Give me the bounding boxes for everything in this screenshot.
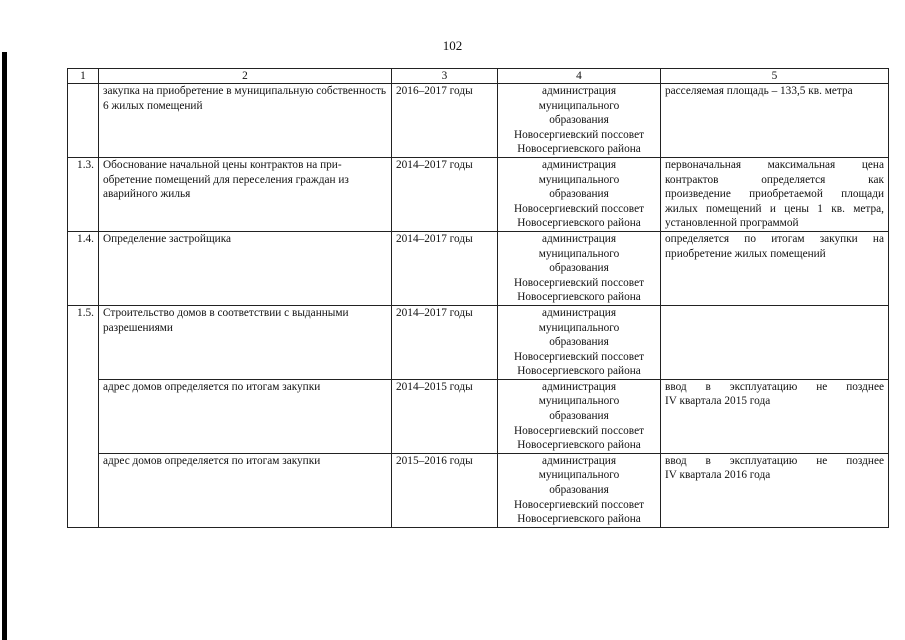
row-number: 1.3. [68, 157, 99, 231]
result-line: ввод в эксплуатацию не позднее [665, 454, 884, 467]
page-number: 102 [442, 38, 463, 53]
period-cell: 2014–2017 годы [392, 157, 498, 231]
result-line: IV квартала 2015 года [665, 395, 771, 408]
header-col-1: 1 [68, 69, 99, 84]
executor-cell: администрация муниципального образования Новосергиевский поссовет Новосергиевского района [498, 379, 661, 453]
result-line: первоначальная максимальная цена [665, 158, 884, 171]
row-number: 1.4. [68, 231, 99, 305]
period-cell: 2016–2017 годы [392, 84, 498, 158]
header-col-2: 2 [99, 69, 392, 84]
result-cell [661, 231, 889, 305]
result-cell [661, 453, 889, 527]
result-line: жилых помещений и цены 1 кв. метра, [665, 202, 884, 215]
result-cell [661, 84, 889, 158]
row-number: 1.5. [68, 305, 99, 379]
table-row [68, 453, 889, 527]
executor-cell: администрация муниципального образования Новосергиевский поссовет Новосергиевского района [498, 305, 661, 379]
result-line: определяется по итогам закупки на [665, 232, 884, 245]
activity-cell: адрес домов определяется по итогам закупки [99, 453, 392, 527]
result-cell [661, 379, 889, 453]
period-cell: 2014–2017 годы [392, 305, 498, 379]
result-line: IV квартала 2016 года [665, 469, 771, 482]
result-line: расселяемая площадь – 133,5 кв. метра [665, 85, 853, 97]
header-col-3: 3 [392, 69, 498, 84]
executor-cell: администрация муниципального образования Новосергиевский поссовет Новосергиевского района [498, 231, 661, 305]
table-row [68, 305, 889, 379]
program-activities-table [67, 68, 889, 528]
activity-cell: закупка на приобретение в муниципальную собственность 6 жилых помещений [99, 84, 392, 158]
table-row [68, 379, 889, 453]
period-cell: 2014–2015 годы [392, 379, 498, 453]
result-cell [661, 157, 889, 231]
result-line: приобретение жилых помещений [665, 247, 826, 260]
scan-edge-bar [2, 52, 7, 640]
header-col-4: 4 [498, 69, 661, 84]
header-col-5: 5 [661, 69, 889, 84]
result-line: контрактов определяется как [665, 173, 884, 186]
executor-cell: администрация муниципального образования Новосергиевский поссовет Новосергиевского района [498, 84, 661, 158]
table-row [68, 231, 889, 305]
result-line: ввод в эксплуатацию не позднее [665, 380, 884, 393]
activity-cell: адрес домов определяется по итогам закупки [99, 379, 392, 453]
row-number [68, 379, 99, 453]
executor-cell: администрация муниципального образования Новосергиевский поссовет Новосергиевского района [498, 453, 661, 527]
activity-cell: Строительство домов в соответствии с выданными разрешениями [99, 305, 392, 379]
table-row [68, 157, 889, 231]
period-cell: 2014–2017 годы [392, 231, 498, 305]
result-line: установленной программой [665, 217, 799, 230]
row-number [68, 453, 99, 527]
executor-cell: администрация муниципального образования Новосергиевский поссовет Новосергиевского района [498, 157, 661, 231]
row-number [68, 84, 99, 158]
result-cell [661, 305, 889, 379]
period-cell: 2015–2016 годы [392, 453, 498, 527]
table-row [68, 84, 889, 158]
result-line: произведение приобретаемой площади [665, 188, 884, 201]
table-header-row [68, 69, 889, 84]
activity-cell: Определение застройщика [99, 231, 392, 305]
activity-cell: Обоснование начальной цены контрактов на при- обретение помещений для переселения граждан из аварийного жилья [99, 157, 392, 231]
